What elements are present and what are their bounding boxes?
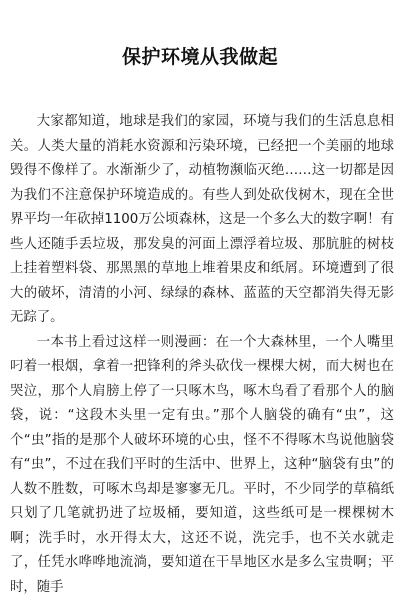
document-body xyxy=(10,110,394,600)
paragraph-environment-damage: 大家都知道，地球是我们的家园，环境与我们的生活息息相关。人类大量的消耗水资源和污染环境，已经把一个美丽的地球毁得不像样了。水渐渐少了，动植物濒临灭绝……这一切都是因为我们不注意保护环境造成的。有些人到处砍伐树木，现在全世界平均一年砍掉1100万公顷森林，这是一个多么大的数字啊！有些人还随手丢垃圾，那发臭的河面上漂浮着垃圾、那肮脏的树枝上挂着塑料袋、那黑黑的草地上堆着果皮和纸屑。环境遭到了很大的破坏，清清的小河、绿绿的森林、蓝蓝的天空都消失得无影无踪了。 xyxy=(10,114,394,325)
paragraph-comic-story: 一本书上看过这样一则漫画：在一个大森林里，一个人嘴里叼着一根烟，拿着一把锋利的斧头砍伐一棵棵大树，而大树也在哭泣，那个人肩膀上停了一只啄木鸟，啄木鸟看了看那个人的脑袋，说：“这段木头里一定有虫。”那个人脑袋的确有“虫”，这个“虫”指的是那个人破坏环境的心虫，怪不不得啄木鸟说他脑袋有“虫”，不过在我们平时的生活中、世界上，这种“脑袋有虫”的人数不胜数，可啄木鸟却是寥寥无几。平时，不少同学的草稿纸只划了几笔就扔进了垃圾桶，要知道，这些纸可是一棵棵树木啊；洗手时，水开得太大，这还不说，洗完手，也不关水就走了，任凭水哗哗地流淌，要知道在干旱地区水是多么宝贵啊；平时，随手 xyxy=(10,334,394,595)
document-title: 保护环境从我做起 xyxy=(121,46,278,68)
